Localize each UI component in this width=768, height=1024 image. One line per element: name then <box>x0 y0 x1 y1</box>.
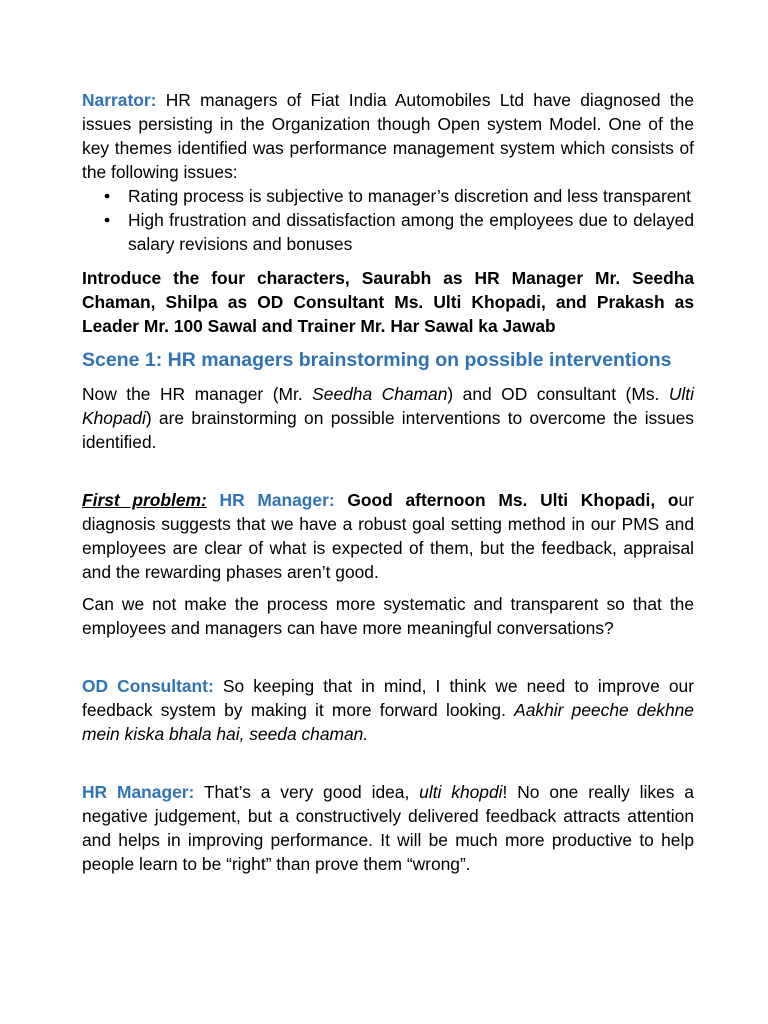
scene-name-od: Ulti Khopadi <box>82 384 694 428</box>
narrator-paragraph <box>82 88 694 184</box>
greeting-text: Good afternoon Ms. Ulti Khopadi, o <box>347 490 679 510</box>
narrator-text: HR managers of Fiat India Automobiles Ltd have diagnosed the issues persisting in the Organization though Open system Model. One of the key themes identified was performance management system which consists of the following issues: <box>82 90 694 182</box>
spacer <box>82 746 694 780</box>
scene-name-hr: Seedha Chaman <box>312 384 448 404</box>
first-problem-text: ur diagnosis suggests that we have a robust goal setting method in our PMS and employees are clear of what is expected of them, but the feedback, appraisal and the rewarding phases aren’t good. <box>82 490 694 582</box>
spacer <box>82 454 694 488</box>
hr-reply-name: ulti khopdi <box>419 782 503 802</box>
list-item <box>104 184 694 208</box>
intro-paragraph: Introduce the four characters, Saurabh as HR Manager Mr. Seedha Chaman, Shilpa as OD Consultant Ms. Ulti Khopadi, and Prakash as Leader Mr. 100 Sawal and Trainer Mr. Har Sawal ka Jawab <box>82 268 694 336</box>
list-item <box>104 208 694 256</box>
scene-description <box>82 382 694 454</box>
scene-text-1: Now the HR manager (Mr. <box>82 384 313 404</box>
first-problem-label: First problem: <box>82 490 207 510</box>
scene-heading: Scene 1: HR managers brainstorming on possible interventions <box>82 349 672 371</box>
bullet-icon: • <box>104 186 111 206</box>
od-consultant-text: So keeping that in mind, I think we need to improve our feedback system by making it more forward looking. <box>82 676 694 720</box>
document-page <box>82 88 694 876</box>
spacer <box>82 640 694 674</box>
scene-text-2: ) and OD consultant (Ms. <box>447 384 669 404</box>
hr-manager-reply-paragraph <box>82 780 694 876</box>
list-item-text: Rating process is subjective to manager’s discretion and less transparent <box>128 186 691 206</box>
hr-manager-label: HR Manager: <box>82 782 195 802</box>
hr-manager-label: HR Manager: <box>219 490 335 510</box>
scene-text-3: ) are brainstorming on possible interventions to overcome the issues identified. <box>82 408 694 452</box>
list-item-text: High frustration and dissatisfaction among the employees due to delayed salary revisions and bonuses <box>128 210 694 254</box>
first-problem-question: Can we not make the process more systematic and transparent so that the employees and managers can have more meaningful conversations? <box>82 594 694 638</box>
hr-reply-text-1: That’s a very good idea, <box>194 782 420 802</box>
issues-list <box>82 184 694 256</box>
od-consultant-quote: Aakhir peeche dekhne mein kiska bhala hai, seeda chaman. <box>82 700 694 744</box>
hr-reply-text-2: ! No one really likes a negative judgement, but a constructively delivered feedback attracts attention and helps in improving performance. It will be much more productive to help people learn to be “right” than prove them “wrong”. <box>82 782 694 874</box>
narrator-label: Narrator: <box>82 90 157 110</box>
od-consultant-label: OD Consultant: <box>82 676 214 696</box>
bullet-icon: • <box>104 210 111 230</box>
od-consultant-paragraph <box>82 674 694 746</box>
first-problem-paragraph <box>82 488 694 584</box>
